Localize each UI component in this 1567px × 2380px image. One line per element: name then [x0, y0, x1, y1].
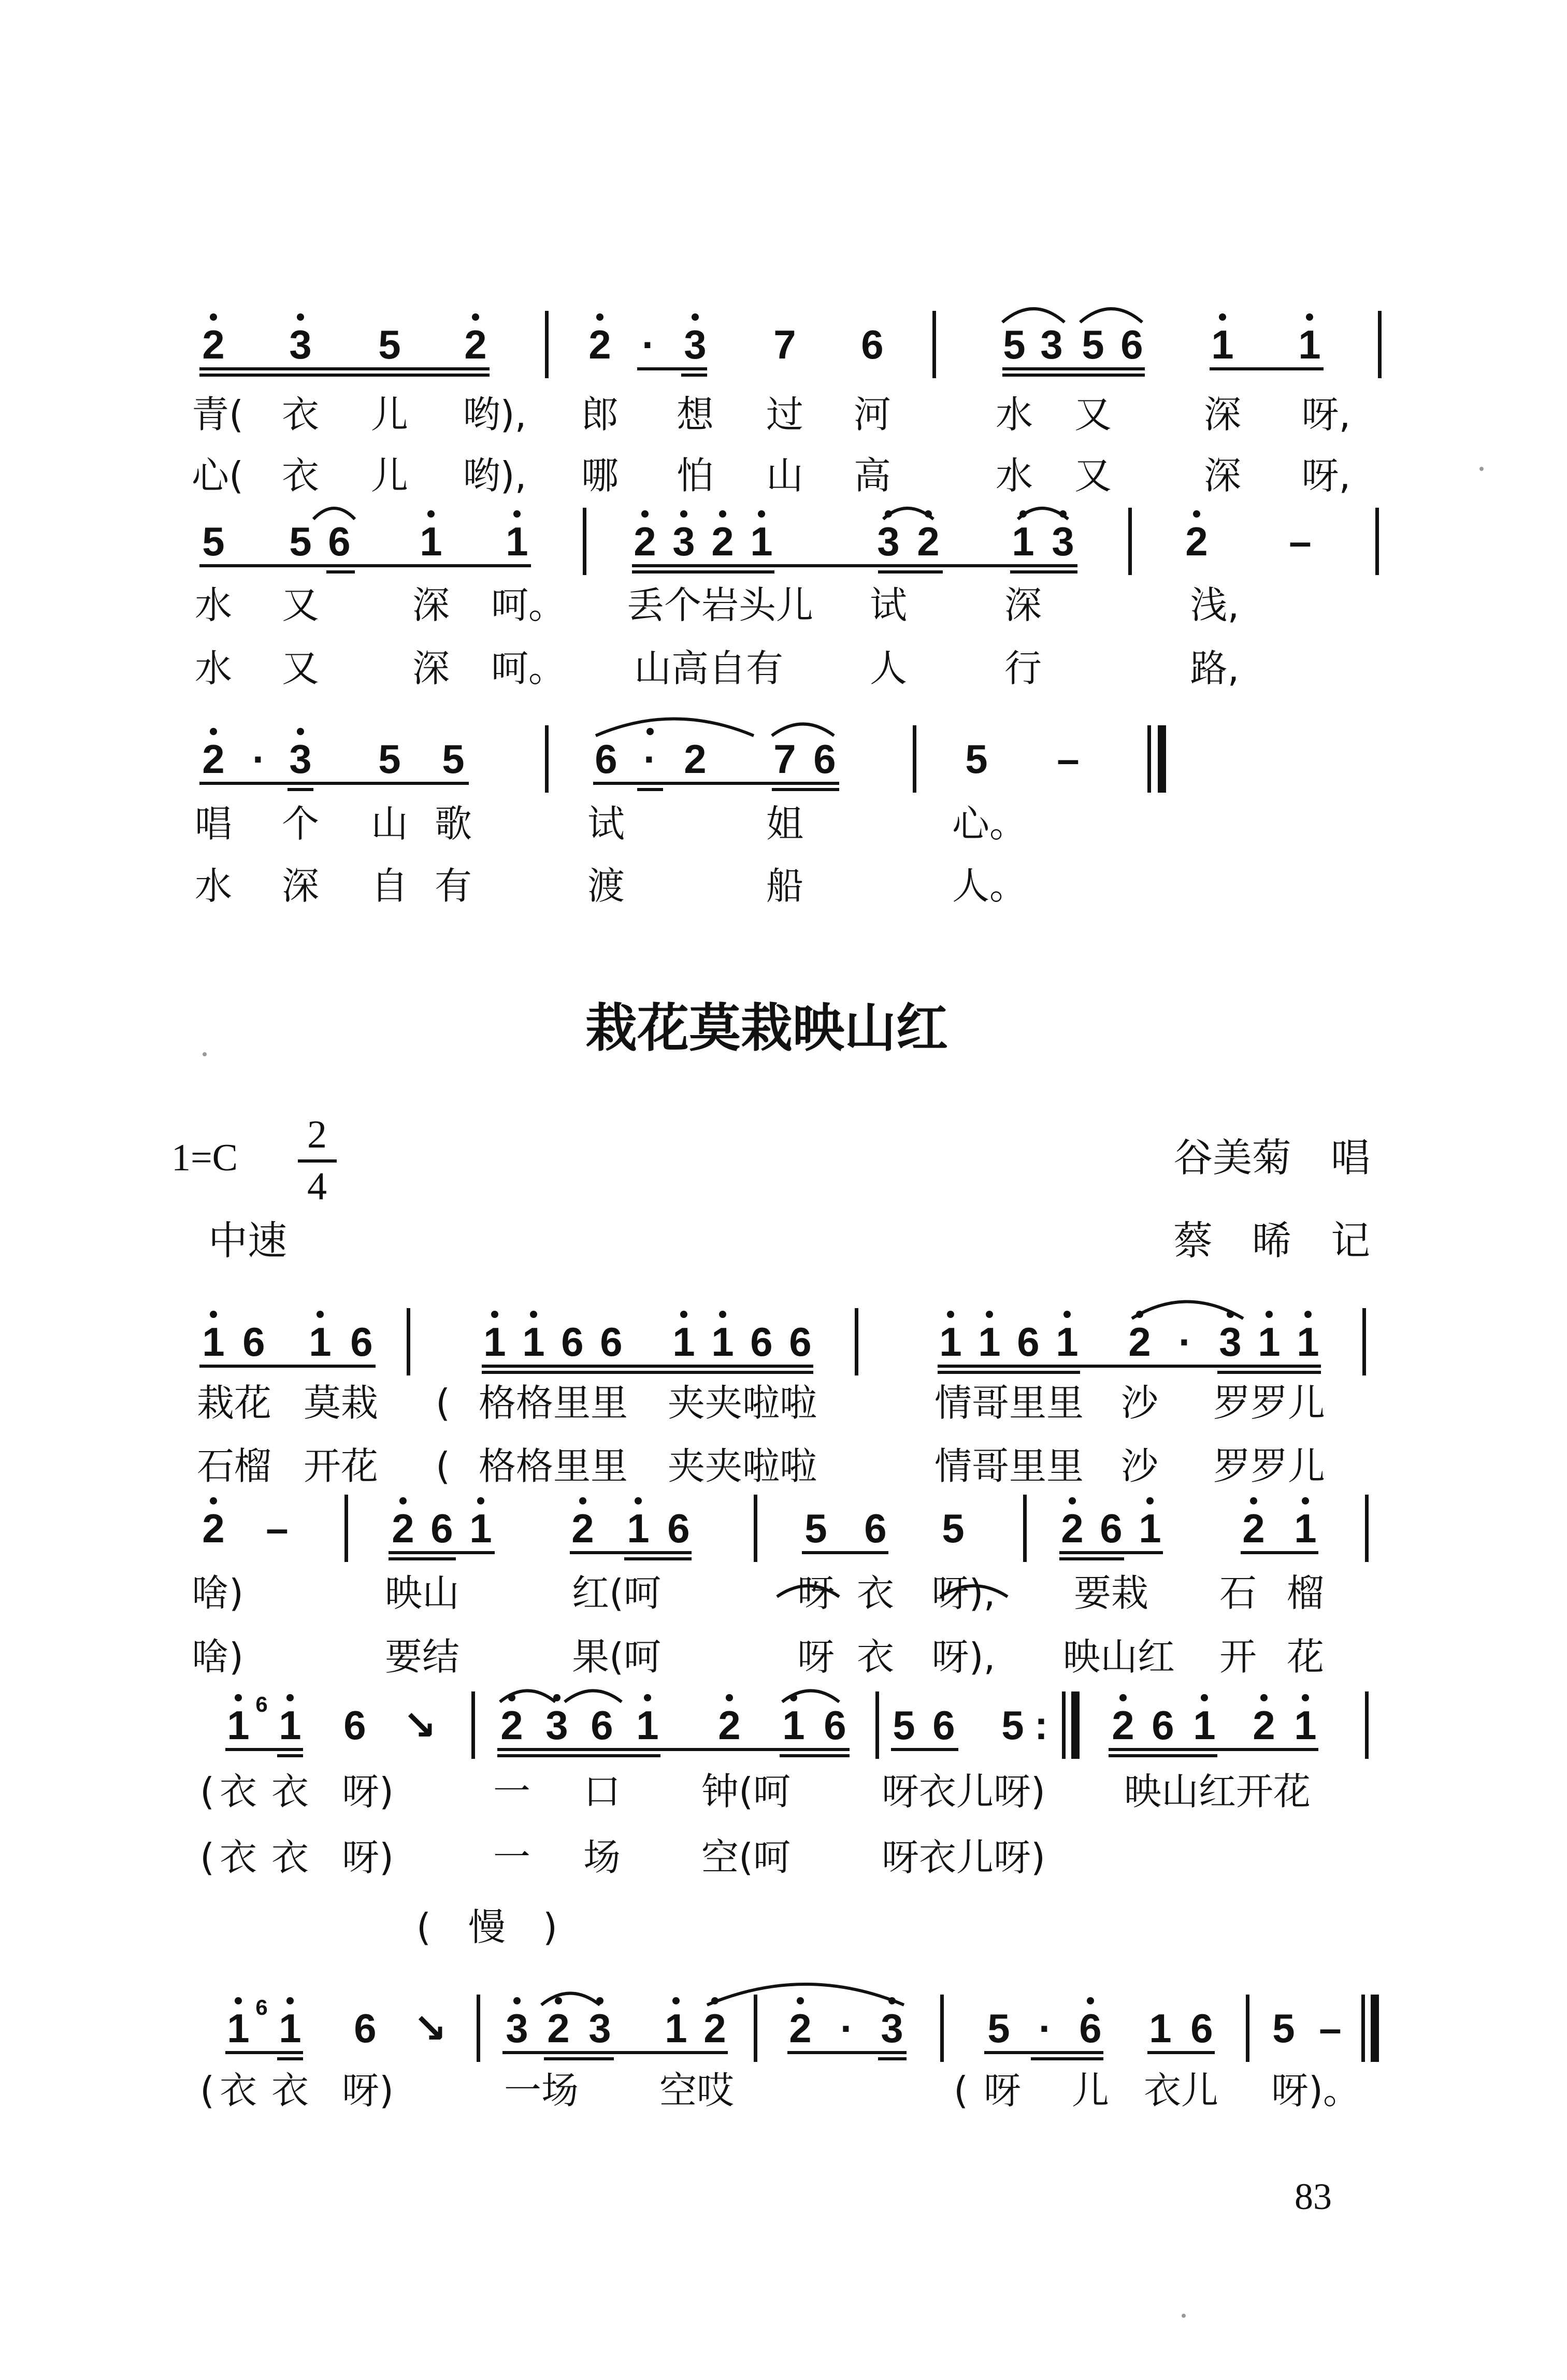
lyric: 有 [434, 864, 472, 908]
note: 6 [932, 1702, 955, 1748]
lyric: 衣 [271, 1836, 309, 1879]
lyric: 呀 [797, 1635, 835, 1679]
lyric: 自 [370, 864, 409, 908]
note: 2 [703, 2005, 726, 2051]
note: 5 [893, 1702, 915, 1748]
note: 1 [1149, 2005, 1172, 2051]
grace-note: 6 [255, 1692, 268, 1716]
note: 3 [881, 2005, 903, 2051]
note: 6 [1017, 1319, 1040, 1365]
lyric: 儿 [1071, 2069, 1110, 2112]
note: 2 [571, 1506, 594, 1551]
lyric: 场 [583, 1836, 621, 1879]
note: 3 [289, 322, 312, 367]
note: 2 [718, 1702, 741, 1748]
note: 1 [1012, 519, 1034, 564]
lyric: ( [435, 1381, 451, 1425]
lyric: 衣 [856, 1571, 895, 1615]
note: 6 [813, 736, 836, 782]
note: 1 [665, 2005, 687, 2051]
note: 1 [1211, 322, 1234, 367]
lyric: 又 [281, 647, 320, 690]
note: 6 [1100, 1506, 1123, 1551]
note: 1 [420, 519, 442, 564]
note: 3 [289, 736, 312, 782]
note: 6 [350, 1319, 373, 1365]
lyric: 啥) [191, 1635, 244, 1679]
lyric: 丢个岩头儿 [626, 583, 814, 627]
note: 5 [378, 736, 401, 782]
note: 1 [309, 1319, 332, 1365]
lyric: 钟(呵 [701, 1770, 791, 1813]
note: 5 [1003, 322, 1026, 367]
note: 1 [506, 519, 528, 564]
note: 2 [202, 736, 225, 782]
note: 1 [227, 2005, 250, 2051]
note: 1 [1294, 1702, 1317, 1748]
lyric: 花 [1286, 1635, 1325, 1679]
grace-note: 6 [255, 1995, 268, 2019]
lyric: 水 [995, 393, 1033, 436]
note: 6 [430, 1506, 453, 1551]
lyric: 深 [281, 864, 320, 908]
note: 6 [595, 736, 617, 782]
note: 7 [773, 736, 796, 782]
note: 6 [242, 1319, 265, 1365]
lyric: 儿 [370, 393, 409, 436]
note: 5 [1272, 2005, 1295, 2051]
note: 1 [636, 1702, 659, 1748]
lyric: 格格里里 [478, 1444, 628, 1488]
note: 5 [804, 1506, 827, 1551]
lyric: 开 [1219, 1635, 1257, 1679]
lyric: 儿 [370, 454, 409, 497]
lyric: 呀), [931, 1635, 996, 1679]
note: 6 [591, 1702, 613, 1748]
note: 3 [1040, 322, 1063, 367]
note: 6 [343, 1702, 366, 1748]
lyric: 空哎 [659, 2069, 735, 2112]
lyric: 一 [493, 1770, 531, 1813]
lyric: 夹夹啦啦 [667, 1381, 817, 1425]
time-signature-top: 2 [307, 1113, 327, 1156]
lyric: 呵。 [491, 647, 566, 690]
lyric: ( [199, 1770, 215, 1813]
lyric: ( [435, 1444, 451, 1488]
note: 1 [1258, 1319, 1281, 1365]
lyric: 呀)。 [1271, 2069, 1361, 2112]
lyric: 呀衣儿呀) [881, 1836, 1046, 1879]
note: 1 [672, 1319, 695, 1365]
lyric: 呀 [983, 2069, 1022, 2112]
lyric: 怕 [676, 454, 714, 497]
note: 1 [750, 519, 773, 564]
lyric: 过 [766, 393, 804, 436]
lyric: 行 [1004, 647, 1042, 690]
lyric: 水 [194, 647, 233, 690]
glide-mark: ↘ [413, 2005, 447, 2051]
lyric: 莫栽 [303, 1381, 379, 1425]
note: 1 [279, 2005, 301, 2051]
note: 5 [378, 322, 401, 367]
note: 3 [877, 519, 900, 564]
note: 3 [545, 1702, 568, 1748]
note: 1 [939, 1319, 962, 1365]
lyric: 山 [370, 802, 409, 845]
lyric: 夹夹啦啦 [667, 1444, 817, 1488]
lyric: 想 [676, 393, 714, 436]
note: 2 [789, 2005, 812, 2051]
lyric: 红(呵 [571, 1571, 662, 1615]
lyric: 呵。 [491, 583, 566, 627]
note: 6 [1120, 322, 1143, 367]
note: 6 [861, 322, 884, 367]
lyric: 呀) [341, 1770, 394, 1813]
lyric: 空(呵 [701, 1836, 791, 1879]
lyric: 呀, [1301, 454, 1351, 497]
singer-credit: 谷美菊 唱 [1173, 1135, 1370, 1181]
note: 5 [987, 2005, 1010, 2051]
recorder-credit: 蔡 晞 记 [1173, 1217, 1370, 1264]
lyric: 口 [583, 1770, 621, 1813]
lyric: 沙 [1120, 1381, 1159, 1425]
lyric: 又 [281, 583, 320, 627]
repeat-dots: : [1034, 1702, 1048, 1748]
lyric: 一 [493, 1836, 531, 1879]
lyric: 呀衣儿呀) [881, 1770, 1046, 1813]
note: 2 [1242, 1506, 1265, 1551]
note: 2 [1112, 1702, 1134, 1748]
note: 1 [469, 1506, 492, 1551]
note: 2 [464, 322, 487, 367]
note: 1 [782, 1702, 805, 1748]
lyric: 心( [191, 454, 244, 497]
note: 2 [202, 1506, 225, 1551]
lyric: 衣 [281, 454, 320, 497]
note: 5 [1001, 1702, 1024, 1748]
note: 3 [1219, 1319, 1242, 1365]
note: 1 [483, 1319, 506, 1365]
note: 6 [1190, 2005, 1213, 2051]
note: 2 [588, 322, 611, 367]
note: 1 [1298, 322, 1321, 367]
note: 1 [1294, 1506, 1317, 1551]
lyric: 试 [587, 802, 625, 845]
lyric: 深 [412, 583, 450, 627]
lyric: 渡 [587, 864, 625, 908]
note: 1 [1056, 1319, 1079, 1365]
note: 6 [561, 1319, 584, 1365]
lyric: 船 [766, 864, 804, 908]
note: 2 [500, 1702, 523, 1748]
lyric: 河 [853, 393, 892, 436]
glide-mark: ↘ [402, 1702, 437, 1748]
lyric: 栽花 [196, 1381, 272, 1425]
note: 2 [711, 519, 734, 564]
note: 1 [202, 1319, 225, 1365]
note: · [252, 736, 266, 782]
lyric: 衣儿 [1143, 2069, 1219, 2112]
note: 6 [750, 1319, 773, 1365]
note: · [840, 2005, 854, 2051]
note: 5 [965, 736, 988, 782]
lyric: 衣 [219, 2069, 257, 2112]
lyric: 啥) [191, 1571, 244, 1615]
tempo-slow-marking: ( 慢 ) [416, 1905, 558, 1949]
note: 6 [667, 1506, 690, 1551]
lyric: 哟), [463, 454, 527, 497]
note: 3 [506, 2005, 528, 2051]
note: 2 [202, 322, 225, 367]
lyric: 哪 [581, 454, 619, 497]
note: 1 [522, 1319, 545, 1365]
lyric: 深 [1203, 454, 1242, 497]
lyric: 罗罗儿 [1213, 1444, 1326, 1488]
page-specks [203, 467, 1484, 2318]
lyric: 心。 [952, 802, 1027, 845]
note: 2 [1128, 1319, 1151, 1365]
note: · [642, 322, 655, 367]
note: 5 [442, 736, 465, 782]
lyric: 深 [1203, 393, 1242, 436]
song-title: 栽花莫栽映山红 [585, 998, 948, 1058]
lyric: 水 [194, 583, 233, 627]
note: 3 [1052, 519, 1074, 564]
lyric: 衣 [856, 1635, 895, 1679]
lyric: ( [199, 1836, 215, 1879]
lyric: 哟), [463, 393, 527, 436]
lyric: 衣 [271, 2069, 309, 2112]
lyric: 衣 [219, 1770, 257, 1813]
lyric: 水 [194, 864, 233, 908]
lyric: 人。 [952, 864, 1027, 908]
note: 6 [864, 1506, 887, 1551]
lyric: 呀, [1301, 393, 1351, 436]
lyric: 郎 [581, 393, 619, 436]
lyric: 呀 [797, 1571, 835, 1615]
note: 6 [824, 1702, 846, 1748]
note: 6 [600, 1319, 623, 1365]
note: 1 [227, 1702, 250, 1748]
lyric: 姐 [766, 802, 804, 845]
note: 2 [684, 736, 707, 782]
note: 1 [627, 1506, 650, 1551]
key-signature: 1=C [171, 1137, 238, 1179]
lyric: 要结 [384, 1635, 460, 1679]
note: 3 [672, 519, 695, 564]
note: 5 [202, 519, 225, 564]
note: 1 [1297, 1319, 1319, 1365]
lyric: 衣 [271, 1770, 309, 1813]
lyric: 格格里里 [478, 1381, 628, 1425]
lyric: 罗罗儿 [1213, 1381, 1326, 1425]
lyric: 呀), [931, 1571, 996, 1615]
note: – [1057, 736, 1080, 782]
lyric: 呀) [341, 1836, 394, 1879]
note: 6 [1079, 2005, 1102, 2051]
note: · [1178, 1319, 1192, 1365]
lyric: 开花 [303, 1444, 379, 1488]
lyric: 要栽 [1073, 1571, 1149, 1615]
lyric: 情哥里里 [934, 1381, 1084, 1425]
tempo-marking: 中速 [208, 1217, 287, 1264]
note: 2 [917, 519, 940, 564]
lyric: 唱 [194, 802, 233, 845]
note: 5 [1082, 322, 1104, 367]
lyric: 歌 [434, 802, 472, 845]
lyric: 又 [1074, 393, 1112, 436]
lyric: 映山红 [1062, 1635, 1175, 1679]
note: 2 [634, 519, 656, 564]
note: 1 [279, 1702, 301, 1748]
note: · [1039, 2005, 1052, 2051]
lyric: 试 [869, 583, 908, 627]
note: 3 [684, 322, 707, 367]
lyric: ( [199, 2069, 215, 2112]
note: 7 [773, 322, 796, 367]
lyric: 山高自有 [634, 647, 784, 690]
note: 5 [942, 1506, 965, 1551]
lyric: 映山 [384, 1571, 460, 1615]
lyric: 又 [1074, 454, 1112, 497]
note: 2 [547, 2005, 570, 2051]
note: 2 [1253, 1702, 1275, 1748]
lyric: 个 [281, 802, 320, 845]
note: 6 [328, 519, 351, 564]
note: 6 [789, 1319, 812, 1365]
lyric: 衣 [219, 1836, 257, 1879]
time-signature-bottom: 4 [307, 1165, 327, 1208]
note: – [1319, 2005, 1342, 2051]
lyric: 浅, [1190, 583, 1240, 627]
lyric: 沙 [1120, 1444, 1159, 1488]
lyric: 水 [995, 454, 1033, 497]
lyric: 衣 [281, 393, 320, 436]
note: 1 [711, 1319, 734, 1365]
lyric: 山 [766, 454, 804, 497]
note: 2 [392, 1506, 414, 1551]
note: 1 [1139, 1506, 1161, 1551]
note: 5 [289, 519, 312, 564]
note: 2 [1061, 1506, 1084, 1551]
lyric: 果(呵 [571, 1635, 662, 1679]
note: 6 [354, 2005, 377, 2051]
note: 1 [978, 1319, 1001, 1365]
lyric: 映山红开花 [1124, 1770, 1311, 1813]
lyric: 路, [1190, 647, 1240, 690]
note: – [266, 1506, 289, 1551]
lyric: 石 [1219, 1571, 1257, 1615]
lyric: 高 [853, 454, 892, 497]
note: 6 [1152, 1702, 1174, 1748]
lyric: 石榴 [196, 1444, 272, 1488]
lyric: 深 [412, 647, 450, 690]
lyric: ( [953, 2069, 969, 2112]
lyric: 呀) [341, 2069, 394, 2112]
lyric: 人 [869, 647, 908, 690]
note: · [643, 736, 657, 782]
underlines [196, 369, 1324, 2059]
page-number: 83 [1295, 2176, 1332, 2217]
note: 3 [588, 2005, 611, 2051]
note: 2 [1185, 519, 1208, 564]
note: 1 [1193, 1702, 1216, 1748]
lyric: 榴 [1286, 1571, 1325, 1615]
lyric: 青( [191, 393, 244, 436]
lyric: 一场 [504, 2069, 579, 2112]
lyric: 深 [1004, 583, 1042, 627]
lyric: 情哥里里 [934, 1444, 1084, 1488]
note: – [1289, 519, 1312, 564]
